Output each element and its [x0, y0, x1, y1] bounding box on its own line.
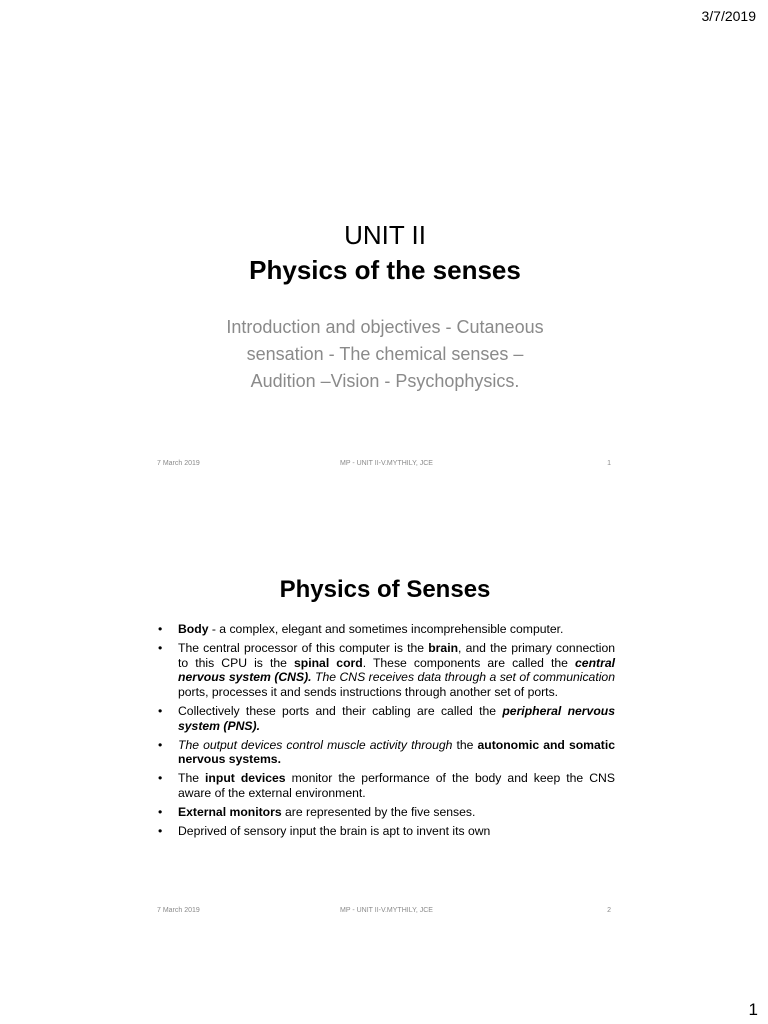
text-span: External monitors	[178, 804, 282, 819]
text-span: brain	[428, 640, 459, 655]
slide-footer	[157, 460, 611, 467]
slide-2	[155, 560, 615, 920]
page-number: 1	[748, 1000, 758, 1019]
text-span: Collectively these ports and their cabling are called the	[178, 703, 503, 718]
text-span: monitor the performance of the body and keep the CNS aware of the external environment.	[178, 771, 615, 800]
list-item	[155, 704, 615, 734]
text-span: spinal cord	[294, 655, 363, 670]
text-span: central nervous system (CNS).	[178, 655, 615, 685]
text-span: peripheral nervous system (PNS).	[178, 703, 615, 733]
text-span: - a complex, elegant and sometimes incomprehensible computer.	[208, 622, 564, 636]
text-span: , and the primary connection to this CPU is the	[178, 640, 615, 670]
footer-date: 7 March 2019	[157, 907, 200, 914]
slide-footer	[157, 907, 611, 914]
text-span: The	[178, 771, 206, 786]
text-span: Deprived of sensory input the brain is apt to invent its own	[178, 823, 491, 838]
text-span: ports, processes it and sends instructions through another set of ports.	[178, 685, 559, 700]
footer-date: 7 March 2019	[157, 460, 200, 467]
text-span: are represented by the five senses.	[281, 804, 476, 819]
list-item	[155, 622, 615, 637]
list-item	[155, 641, 615, 700]
text-span: . These components are called the	[362, 655, 576, 670]
bullet-icon: •	[158, 823, 163, 838]
text-span: The output devices control muscle activity through	[178, 737, 453, 752]
text-span: input devices	[205, 771, 286, 786]
bullet-icon: •	[158, 771, 163, 786]
text-span: The central processor of this computer is the	[178, 640, 429, 655]
bullet-icon: •	[158, 640, 163, 655]
slide-1	[155, 200, 615, 475]
bullet-icon: •	[158, 804, 163, 819]
list-item	[155, 738, 615, 768]
footer-author: MP - UNIT II-V.MYTHILY, JCE	[340, 907, 433, 914]
print-date: 3/7/2019	[701, 8, 756, 24]
text-span: Body	[178, 622, 209, 636]
list-item	[155, 771, 615, 801]
bullet-icon: •	[158, 703, 163, 718]
bullet-icon: •	[158, 622, 163, 636]
slide-subtitle	[195, 314, 575, 395]
footer-slide-number: 2	[607, 907, 611, 914]
text-span: The CNS receives data through a set of communication	[311, 670, 615, 685]
subtitle-line: Audition –Vision - Psychophysics.	[250, 371, 520, 391]
bullet-icon: •	[158, 737, 163, 752]
list-item	[155, 824, 615, 839]
footer-slide-number: 1	[607, 460, 611, 467]
subtitle-line: sensation - The chemical senses –	[246, 344, 524, 364]
subtitle-line: Introduction and objectives - Cutaneous	[226, 317, 544, 337]
text-span: autonomic and somatic nervous systems.	[178, 737, 616, 767]
list-item	[155, 805, 615, 820]
unit-heading: UNIT II	[344, 220, 426, 250]
bullet-list	[155, 622, 615, 838]
footer-author: MP - UNIT II-V.MYTHILY, JCE	[340, 460, 433, 467]
text-span: the	[452, 737, 478, 752]
slide-title: Physics of the senses	[249, 255, 521, 285]
slide-title: Physics of Senses	[279, 576, 491, 603]
